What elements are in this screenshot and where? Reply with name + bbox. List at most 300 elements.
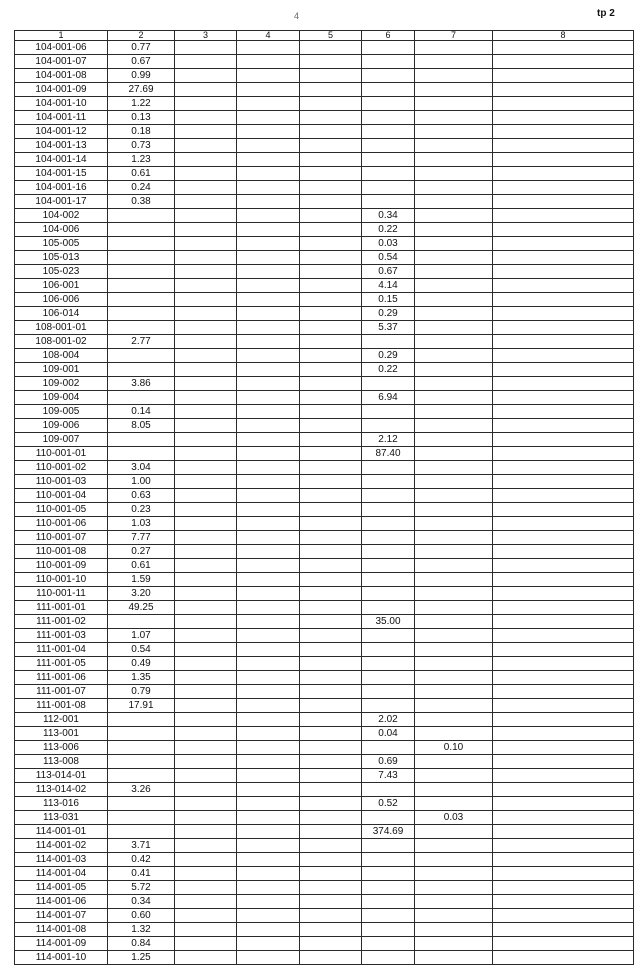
cell-col-4	[237, 503, 300, 517]
cell-col-2: 0.14	[108, 405, 175, 419]
cell-col-1: 105-023	[15, 265, 108, 279]
table-body	[15, 41, 634, 965]
cell-col-4	[237, 699, 300, 713]
cell-col-2: 0.60	[108, 909, 175, 923]
cell-col-3	[175, 209, 237, 223]
cell-col-3	[175, 489, 237, 503]
cell-col-8	[493, 265, 634, 279]
cell-col-2	[108, 279, 175, 293]
table-row	[15, 671, 634, 685]
cell-col-2: 0.63	[108, 489, 175, 503]
cell-col-7	[415, 517, 493, 531]
cell-col-8	[493, 881, 634, 895]
cell-col-6: 0.29	[362, 349, 415, 363]
cell-col-1: 104-001-12	[15, 125, 108, 139]
cell-col-7	[415, 587, 493, 601]
cell-col-2: 0.41	[108, 867, 175, 881]
cell-col-1: 104-006	[15, 223, 108, 237]
cell-col-4	[237, 433, 300, 447]
cell-col-1: 114-001-01	[15, 825, 108, 839]
table-row	[15, 531, 634, 545]
cell-col-2: 3.71	[108, 839, 175, 853]
cell-col-5	[300, 699, 362, 713]
cell-col-4	[237, 321, 300, 335]
cell-col-1: 111-001-02	[15, 615, 108, 629]
cell-col-3	[175, 363, 237, 377]
cell-col-7	[415, 629, 493, 643]
cell-col-4	[237, 405, 300, 419]
cell-col-1: 104-001-09	[15, 83, 108, 97]
cell-col-3	[175, 531, 237, 545]
cell-col-8	[493, 727, 634, 741]
cell-col-8	[493, 321, 634, 335]
cell-col-5	[300, 251, 362, 265]
cell-col-7	[415, 139, 493, 153]
cell-col-2: 3.86	[108, 377, 175, 391]
cell-col-5	[300, 125, 362, 139]
table-row	[15, 895, 634, 909]
cell-col-2	[108, 293, 175, 307]
cell-col-3	[175, 167, 237, 181]
cell-col-3	[175, 867, 237, 881]
cell-col-2: 0.49	[108, 657, 175, 671]
cell-col-6	[362, 783, 415, 797]
cell-col-8	[493, 55, 634, 69]
cell-col-2: 1.23	[108, 153, 175, 167]
cell-col-3	[175, 377, 237, 391]
cell-col-8	[493, 601, 634, 615]
cell-col-4	[237, 461, 300, 475]
cell-col-6	[362, 475, 415, 489]
column-header-4: 4	[237, 31, 300, 41]
cell-col-4	[237, 475, 300, 489]
cell-col-3	[175, 293, 237, 307]
table-row	[15, 909, 634, 923]
column-header-8: 8	[493, 31, 634, 41]
cell-col-5	[300, 545, 362, 559]
table-row	[15, 363, 634, 377]
cell-col-3	[175, 83, 237, 97]
cell-col-3	[175, 153, 237, 167]
cell-col-4	[237, 335, 300, 349]
cell-col-1: 110-001-02	[15, 461, 108, 475]
column-header-1: 1	[15, 31, 108, 41]
cell-col-2: 0.61	[108, 559, 175, 573]
cell-col-3	[175, 671, 237, 685]
cell-col-1: 104-001-11	[15, 111, 108, 125]
cell-col-2	[108, 755, 175, 769]
cell-col-4	[237, 867, 300, 881]
table-row	[15, 139, 634, 153]
table-row	[15, 867, 634, 881]
cell-col-8	[493, 839, 634, 853]
cell-col-5	[300, 489, 362, 503]
cell-col-3	[175, 937, 237, 951]
cell-col-3	[175, 265, 237, 279]
cell-col-1: 104-001-10	[15, 97, 108, 111]
cell-col-3	[175, 461, 237, 475]
cell-col-4	[237, 685, 300, 699]
cell-col-5	[300, 951, 362, 965]
cell-col-2	[108, 251, 175, 265]
cell-col-1: 114-001-02	[15, 839, 108, 853]
column-header-2: 2	[108, 31, 175, 41]
cell-col-7	[415, 433, 493, 447]
cell-col-6	[362, 853, 415, 867]
cell-col-5	[300, 475, 362, 489]
cell-col-1: 113-008	[15, 755, 108, 769]
cell-col-7	[415, 377, 493, 391]
cell-col-1: 109-007	[15, 433, 108, 447]
cell-col-4	[237, 237, 300, 251]
cell-col-6	[362, 531, 415, 545]
cell-col-8	[493, 41, 634, 55]
table-row	[15, 111, 634, 125]
cell-col-7	[415, 41, 493, 55]
cell-col-1: 111-001-06	[15, 671, 108, 685]
cell-col-4	[237, 111, 300, 125]
cell-col-2: 0.18	[108, 125, 175, 139]
cell-col-8	[493, 895, 634, 909]
cell-col-7	[415, 55, 493, 69]
cell-col-2	[108, 447, 175, 461]
cell-col-3	[175, 587, 237, 601]
cell-col-7	[415, 83, 493, 97]
table-row	[15, 335, 634, 349]
table-row	[15, 573, 634, 587]
cell-col-6	[362, 881, 415, 895]
cell-col-6	[362, 139, 415, 153]
cell-col-5	[300, 167, 362, 181]
cell-col-4	[237, 601, 300, 615]
cell-col-7	[415, 699, 493, 713]
cell-col-3	[175, 125, 237, 139]
cell-col-3	[175, 909, 237, 923]
cell-col-7	[415, 643, 493, 657]
cell-col-7	[415, 657, 493, 671]
table-row	[15, 405, 634, 419]
cell-col-6	[362, 559, 415, 573]
cell-col-6	[362, 69, 415, 83]
cell-col-4	[237, 307, 300, 321]
cell-col-2: 1.22	[108, 97, 175, 111]
cell-col-1: 111-001-07	[15, 685, 108, 699]
cell-col-2: 0.13	[108, 111, 175, 125]
cell-col-8	[493, 97, 634, 111]
cell-col-7	[415, 167, 493, 181]
cell-col-4	[237, 783, 300, 797]
cell-col-7	[415, 685, 493, 699]
cell-col-3	[175, 237, 237, 251]
cell-col-3	[175, 391, 237, 405]
cell-col-5	[300, 797, 362, 811]
table-row	[15, 587, 634, 601]
cell-col-5	[300, 909, 362, 923]
cell-col-4	[237, 489, 300, 503]
cell-col-5	[300, 139, 362, 153]
cell-col-5	[300, 937, 362, 951]
table-row	[15, 307, 634, 321]
cell-col-8	[493, 181, 634, 195]
cell-col-1: 114-001-07	[15, 909, 108, 923]
cell-col-4	[237, 895, 300, 909]
cell-col-3	[175, 853, 237, 867]
cell-col-1: 110-001-06	[15, 517, 108, 531]
cell-col-5	[300, 461, 362, 475]
cell-col-5	[300, 83, 362, 97]
table-row	[15, 279, 634, 293]
cell-col-6: 0.29	[362, 307, 415, 321]
cell-col-7	[415, 727, 493, 741]
cell-col-6	[362, 811, 415, 825]
cell-col-7: 0.03	[415, 811, 493, 825]
cell-col-5	[300, 237, 362, 251]
cell-col-7	[415, 293, 493, 307]
cell-col-7	[415, 195, 493, 209]
cell-col-7	[415, 265, 493, 279]
cell-col-4	[237, 643, 300, 657]
table-row	[15, 181, 634, 195]
cell-col-6	[362, 657, 415, 671]
cell-col-7	[415, 461, 493, 475]
cell-col-6	[362, 923, 415, 937]
cell-col-5	[300, 587, 362, 601]
cell-col-4	[237, 447, 300, 461]
cell-col-1: 110-001-05	[15, 503, 108, 517]
cell-col-7	[415, 559, 493, 573]
table-row	[15, 713, 634, 727]
cell-col-3	[175, 447, 237, 461]
table-row	[15, 167, 634, 181]
cell-col-1: 110-001-07	[15, 531, 108, 545]
cell-col-1: 113-014-01	[15, 769, 108, 783]
cell-col-7	[415, 209, 493, 223]
cell-col-5	[300, 363, 362, 377]
cell-col-4	[237, 559, 300, 573]
cell-col-2: 3.26	[108, 783, 175, 797]
cell-col-5	[300, 853, 362, 867]
cell-col-3	[175, 181, 237, 195]
cell-col-5	[300, 405, 362, 419]
cell-col-6	[362, 629, 415, 643]
cell-col-4	[237, 797, 300, 811]
cell-col-4	[237, 545, 300, 559]
cell-col-7	[415, 783, 493, 797]
cell-col-1: 104-002	[15, 209, 108, 223]
cell-col-6	[362, 517, 415, 531]
cell-col-8	[493, 293, 634, 307]
cell-col-3	[175, 727, 237, 741]
cell-col-2: 0.67	[108, 55, 175, 69]
cell-col-4	[237, 167, 300, 181]
table-row	[15, 699, 634, 713]
cell-col-6	[362, 909, 415, 923]
table-row	[15, 69, 634, 83]
cell-col-3	[175, 629, 237, 643]
cell-col-1: 104-001-15	[15, 167, 108, 181]
cell-col-8	[493, 447, 634, 461]
table-row	[15, 923, 634, 937]
cell-col-6: 0.34	[362, 209, 415, 223]
cell-col-4	[237, 769, 300, 783]
cell-col-6: 7.43	[362, 769, 415, 783]
cell-col-4	[237, 531, 300, 545]
cell-col-5	[300, 671, 362, 685]
cell-col-8	[493, 251, 634, 265]
cell-col-6: 2.02	[362, 713, 415, 727]
cell-col-7	[415, 251, 493, 265]
cell-col-4	[237, 139, 300, 153]
cell-col-2: 7.77	[108, 531, 175, 545]
cell-col-8	[493, 503, 634, 517]
cell-col-8	[493, 951, 634, 965]
cell-col-2	[108, 363, 175, 377]
cell-col-6: 374.69	[362, 825, 415, 839]
cell-col-4	[237, 937, 300, 951]
cell-col-5	[300, 55, 362, 69]
cell-col-1: 114-001-10	[15, 951, 108, 965]
cell-col-2	[108, 797, 175, 811]
cell-col-5	[300, 531, 362, 545]
cell-col-1: 110-001-04	[15, 489, 108, 503]
cell-col-6: 0.03	[362, 237, 415, 251]
cell-col-6	[362, 111, 415, 125]
cell-col-5	[300, 517, 362, 531]
cell-col-1: 110-001-10	[15, 573, 108, 587]
table-row	[15, 153, 634, 167]
cell-col-4	[237, 69, 300, 83]
cell-col-5	[300, 349, 362, 363]
cell-col-3	[175, 741, 237, 755]
cell-col-8	[493, 69, 634, 83]
cell-col-3	[175, 923, 237, 937]
cell-col-1: 111-001-01	[15, 601, 108, 615]
cell-col-2: 1.07	[108, 629, 175, 643]
cell-col-2	[108, 265, 175, 279]
cell-col-7	[415, 419, 493, 433]
cell-col-5	[300, 265, 362, 279]
cell-col-2: 3.20	[108, 587, 175, 601]
column-header-6: 6	[362, 31, 415, 41]
cell-col-2: 2.77	[108, 335, 175, 349]
cell-col-1: 108-001-01	[15, 321, 108, 335]
cell-col-5	[300, 307, 362, 321]
cell-col-6	[362, 573, 415, 587]
cell-col-1: 104-001-07	[15, 55, 108, 69]
table-row	[15, 783, 634, 797]
cell-col-1: 109-001	[15, 363, 108, 377]
cell-col-8	[493, 209, 634, 223]
cell-col-8	[493, 923, 634, 937]
cell-col-1: 111-001-03	[15, 629, 108, 643]
table-row	[15, 55, 634, 69]
cell-col-5	[300, 195, 362, 209]
cell-col-3	[175, 475, 237, 489]
cell-col-1: 106-014	[15, 307, 108, 321]
cell-col-1: 109-004	[15, 391, 108, 405]
cell-col-8	[493, 153, 634, 167]
cell-col-5	[300, 279, 362, 293]
cell-col-4	[237, 713, 300, 727]
cell-col-2: 1.59	[108, 573, 175, 587]
cell-col-2: 1.35	[108, 671, 175, 685]
cell-col-7	[415, 111, 493, 125]
cell-col-1: 114-001-06	[15, 895, 108, 909]
cell-col-7	[415, 769, 493, 783]
cell-col-5	[300, 97, 362, 111]
cell-col-6	[362, 419, 415, 433]
cell-col-2	[108, 741, 175, 755]
cell-col-6: 0.04	[362, 727, 415, 741]
cell-col-5	[300, 111, 362, 125]
cell-col-5	[300, 223, 362, 237]
cell-col-5	[300, 657, 362, 671]
cell-col-1: 112-001	[15, 713, 108, 727]
cell-col-1: 109-005	[15, 405, 108, 419]
cell-col-2	[108, 811, 175, 825]
column-header-3: 3	[175, 31, 237, 41]
cell-col-2: 0.38	[108, 195, 175, 209]
cell-col-8	[493, 279, 634, 293]
cell-col-7	[415, 307, 493, 321]
cell-col-7	[415, 503, 493, 517]
table-row	[15, 209, 634, 223]
cell-col-5	[300, 839, 362, 853]
cell-col-8	[493, 545, 634, 559]
cell-col-5	[300, 419, 362, 433]
cell-col-8	[493, 489, 634, 503]
cell-col-8	[493, 713, 634, 727]
table-row	[15, 265, 634, 279]
cell-col-3	[175, 699, 237, 713]
cell-col-8	[493, 125, 634, 139]
cell-col-4	[237, 279, 300, 293]
cell-col-4	[237, 83, 300, 97]
cell-col-6: 0.22	[362, 223, 415, 237]
cell-col-6	[362, 195, 415, 209]
cell-col-6	[362, 97, 415, 111]
cell-col-6	[362, 685, 415, 699]
table-row	[15, 251, 634, 265]
cell-col-7	[415, 181, 493, 195]
cell-col-4	[237, 419, 300, 433]
table-row	[15, 811, 634, 825]
cell-col-3	[175, 279, 237, 293]
cell-col-4	[237, 41, 300, 55]
cell-col-4	[237, 615, 300, 629]
cell-col-8	[493, 573, 634, 587]
cell-col-3	[175, 419, 237, 433]
cell-col-1: 104-001-06	[15, 41, 108, 55]
cell-col-7	[415, 615, 493, 629]
table-row	[15, 83, 634, 97]
cell-col-6	[362, 839, 415, 853]
cell-col-2: 0.27	[108, 545, 175, 559]
table-row	[15, 755, 634, 769]
cell-col-4	[237, 349, 300, 363]
cell-col-4	[237, 587, 300, 601]
cell-col-6	[362, 41, 415, 55]
cell-col-2: 0.77	[108, 41, 175, 55]
cell-col-5	[300, 867, 362, 881]
cell-col-5	[300, 923, 362, 937]
cell-col-5	[300, 601, 362, 615]
cell-col-6: 0.67	[362, 265, 415, 279]
cell-col-8	[493, 937, 634, 951]
cell-col-3	[175, 657, 237, 671]
cell-col-2: 0.42	[108, 853, 175, 867]
cell-col-2	[108, 237, 175, 251]
